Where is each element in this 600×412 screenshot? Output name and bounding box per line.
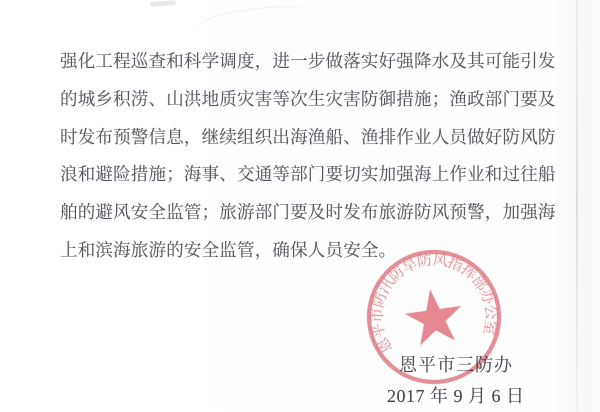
official-seal <box>355 238 513 396</box>
star-icon <box>402 285 466 347</box>
body-paragraph <box>60 43 556 270</box>
seal-graphic <box>355 238 513 396</box>
signature-text: 恩平市三防办 <box>399 355 513 375</box>
text-line: 的城乡积涝、山洪地质灾害等次生灾害防御措施；渔政部门要及 <box>60 88 556 109</box>
text-line: 浪和避险措施；海事、交通等部门要切实加强海上作业和过往船 <box>60 164 556 185</box>
text-line: 上和滨海旅游的安全监管，确保人员安全。 <box>60 239 397 260</box>
scan-artifact <box>150 0 176 7</box>
scan-artifact <box>194 1 317 45</box>
seal-ring-text-path: 恩平市防汛防旱防风指挥部办公室 <box>369 252 499 356</box>
text-line: 舶的避风安全监管；旅游部门要及时发布旅游防风预警，加强海 <box>60 202 556 223</box>
text-line: 强化工程巡查和科学调度，进一步做落实好强降水及其可能引发 <box>60 51 556 71</box>
text-line: 时发布预警信息，继续组织出海渔船、渔排作业人员做好防风防 <box>60 126 556 147</box>
scan-edge-line <box>576 0 578 412</box>
date-text: 2017 年 9 月 6 日 <box>387 386 525 406</box>
